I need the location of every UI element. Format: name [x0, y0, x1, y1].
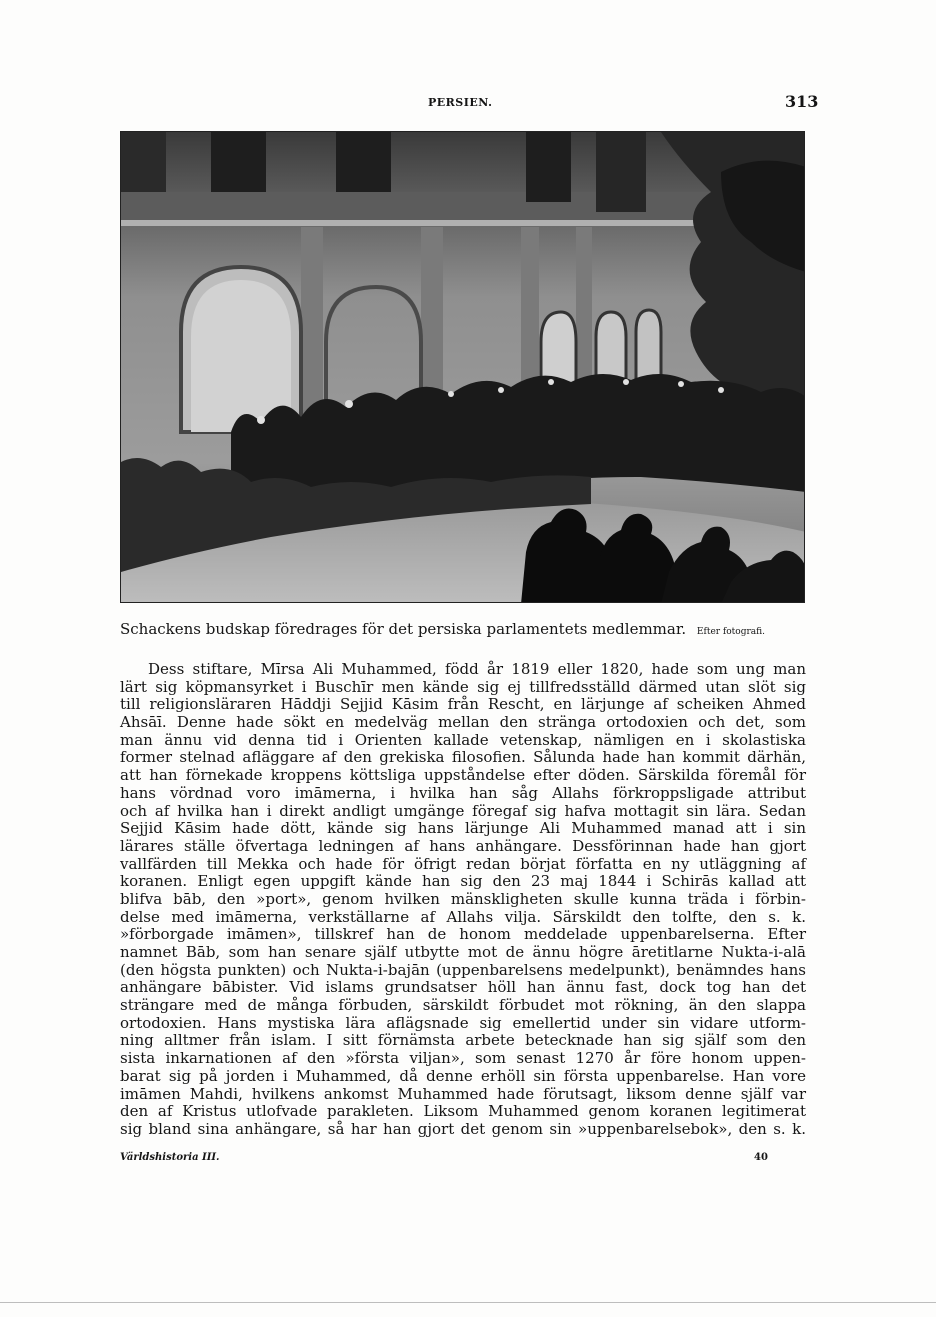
- photograph-assembly-courtyard-icon: [121, 132, 805, 603]
- body-line: »förborgade imāmen», tillskref han de honom meddelade uppenbarelserna. Efter: [120, 925, 806, 944]
- body-line: namnet Bāb, som han senare själf utbytte mot de ännu högre āretitlarne Nukta-i-alā: [120, 943, 806, 961]
- body-line: Ahsāī. Denne hade sökt en medelväg mellan den stränga ortodoxien och det, som: [120, 713, 806, 732]
- body-line: den af Kristus utlofvade parakleten. Liksom Muhammed genom koranen legitimerat: [120, 1102, 806, 1121]
- body-line: blifva bāb, den »port», genom hvilken mänskligheten skulle kunna träda i förbin-: [120, 889, 806, 908]
- caption-text: Schackens budskap föredrages för det persiska parlamentets medlemmar.: [120, 620, 687, 638]
- running-head: PERSIEN.: [428, 96, 493, 109]
- body-line: vallfärden till Mekka och hade för öfrigt redan börjat författa en ny utläggning af: [120, 854, 806, 873]
- body-line: Sejjid Kāsim hade dött, kände sig hans lärjunge Ali Muhammed manad att i sin: [120, 819, 806, 838]
- body-line: strängare med de många förbuden, särskildt förbudet mot rökning, än den slappa: [120, 996, 806, 1015]
- body-line: imāmen Mahdi, hvilkens ankomst Muhammed hade förutsagt, liksom denne själf var: [120, 1084, 806, 1103]
- figure-caption: [120, 620, 765, 638]
- body-line: till religionsläraren Hāddji Sejjid Kāsim från Rescht, en lärjunge af scheiken Ahmed: [120, 695, 806, 714]
- photograph: [120, 131, 805, 603]
- body-line: delse med imāmerna, verkställarne af Allahs vilja. Särskildt den tolfte, den s. k.: [120, 907, 806, 926]
- body-line: barat sig på jorden i Muhammed, då denne erhöll sin första uppenbarelse. Han vore: [120, 1066, 806, 1085]
- body-line: (den högsta punkten) och Nukta-i-bajān (uppenbarelsens medelpunkt), benämndes hans: [120, 960, 806, 979]
- body-line: hans vördnad voro imāmerna, i hvilka han såg Allahs förkroppsligade attribut: [120, 783, 806, 802]
- body-line: sista inkarnationen af den »första viljan», som senast 1270 år före honom uppen-: [120, 1049, 806, 1068]
- caption-credit: Efter fotografi.: [696, 627, 766, 637]
- body-line: lärt sig köpmansyrket i Buschīr men kände sig ej tillfredsställd därmed utan slöt sig: [120, 677, 806, 696]
- body-line: ortodoxien. Hans mystiska lära aflägsnade sig emellertid under sin vidare utform-: [120, 1013, 806, 1032]
- body-text: [120, 661, 806, 1139]
- body-line: former stelnad afläggare af den grekiska filosofien. Sålunda hade han kommit därhän,: [120, 748, 806, 767]
- body-line: koranen. Enligt egen uppgift kände han sig den 23 maj 1844 i Schirās kallad att: [120, 872, 806, 891]
- body-line: att han förnekade kroppens köttsliga uppståndelse efter döden. Särskilda föremål för: [120, 766, 806, 785]
- footer-signature: Världshistoria III.: [120, 1152, 220, 1163]
- body-line: lärares ställe öfvertaga ledningen af hans anhängare. Dessförinnan hade han gjort: [120, 836, 806, 855]
- body-line: och af hvilka han i direkt andligt umgänge föregaf sig hafva mottagit sin lära. Sedan: [120, 801, 806, 820]
- body-line: sig bland sina anhängare, så har han gjort det genom sin »uppenbarelsebok», den s. k.: [120, 1119, 806, 1138]
- footer-sheet-number: 40: [754, 1152, 768, 1163]
- body-line: Dess stiftare, Mīrsa Ali Muhammed, född år 1819 eller 1820, hade som ung man: [148, 660, 806, 678]
- body-line: anhängare bābister. Vid islams grundsatser höll han ännu fast, dock tog han det: [120, 978, 806, 997]
- page-bottom-rule: [0, 1302, 936, 1303]
- body-line: ning alltmer från islam. I sitt förnämsta arbete betecknade han sig själf som den: [120, 1031, 806, 1050]
- page-number: 313: [785, 92, 819, 111]
- body-line: man ännu vid denna tid i Orienten kallade vetenskap, nämligen en i skolastiska: [120, 730, 806, 749]
